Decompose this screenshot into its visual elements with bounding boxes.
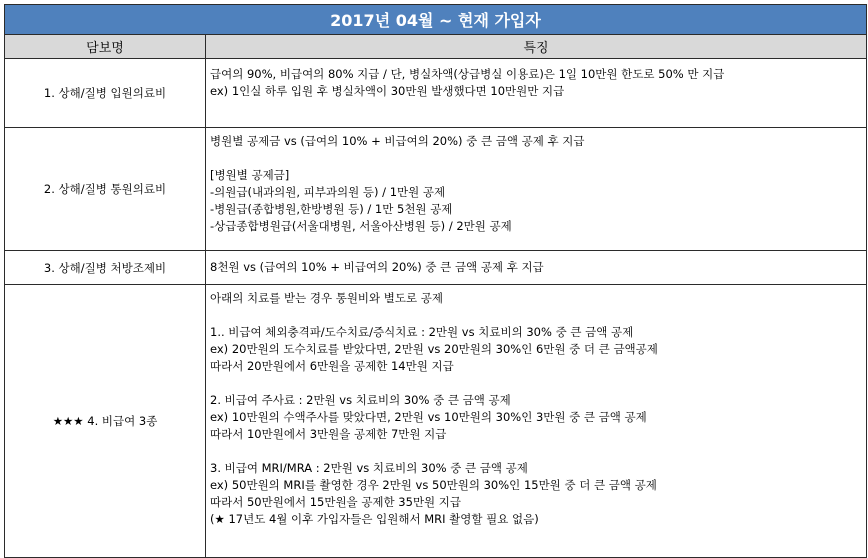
feature-line: [병원별 공제금]: [210, 168, 290, 182]
feature-line: 따라서 20만원에서 6만원을 공제한 14만원 지급: [210, 359, 454, 373]
feature-line: -의원급(내과의원, 피부과의원 등) / 1만원 공제: [210, 185, 446, 199]
feature-line: 따라서 50만원에서 15만원을 공제한 35만원 지급: [210, 495, 462, 509]
feature-line: (★ 17년도 4월 이후 가입자들은 입원해서 MRI 촬영할 필요 없음): [210, 512, 539, 526]
coverage-features: [206, 128, 867, 251]
feature-line: [210, 375, 866, 392]
feature-line: 1.. 비급여 체외충격파/도수치료/증식치료 : 2만원 vs 치료비의 30% 중 큰 금액 공제: [210, 325, 634, 339]
coverage-name: 2. 상해/질병 통원의료비: [5, 128, 206, 251]
table-row: [5, 59, 867, 128]
feature-line: ex) 20만원의 도수치료를 받았다면, 2만원 vs 20만원의 30%인 6만원 중 더 큰 금액공제: [210, 342, 658, 356]
column-header-features: 특징: [206, 35, 867, 59]
feature-line: ex) 10만원의 수액주사를 맞았다면, 2만원 vs 10만원의 30%인 3만원 중 큰 금액 공제: [210, 410, 647, 424]
feature-line: 2. 비급여 주사료 : 2만원 vs 치료비의 30% 중 큰 금액 공제: [210, 393, 511, 407]
table-row: [5, 285, 867, 558]
table-row: [5, 251, 867, 285]
table-title: 2017년 04월 ~ 현재 가입자: [5, 5, 867, 35]
coverage-name: 3. 상해/질병 처방조제비: [5, 251, 206, 285]
feature-line: 아래의 치료를 받는 경우 통원비와 별도로 공제: [210, 291, 444, 305]
coverage-table: [4, 4, 867, 558]
feature-line: [210, 150, 866, 167]
feature-line: 따라서 10만원에서 3만원을 공제한 7만원 지급: [210, 427, 447, 441]
feature-line: ex) 50만원의 MRI를 촬영한 경우 2만원 vs 50만원의 30%인 15만원 중 더 큰 금액 공제: [210, 478, 657, 492]
feature-line: ex) 1인실 하루 입원 후 병실차액이 30만원 발생했다면 10만원만 지급: [210, 84, 565, 98]
feature-line: 병원별 공제금 vs (급여의 10% + 비급여의 20%) 중 큰 금액 공제 후 지급: [210, 134, 585, 148]
coverage-features: [206, 59, 867, 128]
feature-line: 8천원 vs (급여의 10% + 비급여의 20%) 중 큰 금액 공제 후 지급: [210, 260, 544, 274]
feature-line: 급여의 90%, 비급여의 80% 지급 / 단, 병실차액(상급병실 이용료)은 1일 10만원 한도로 50% 만 지급: [210, 67, 725, 81]
coverage-features: [206, 251, 867, 285]
feature-line: -병원급(종합병원,한방병원 등) / 1만 5천원 공제: [210, 202, 453, 216]
feature-line: [210, 307, 866, 324]
table-row: [5, 128, 867, 251]
coverage-name: ★★★ 4. 비급여 3종: [5, 285, 206, 558]
coverage-name: 1. 상해/질병 입원의료비: [5, 59, 206, 128]
column-header-coverage: 담보명: [5, 35, 206, 59]
coverage-features: [206, 285, 867, 558]
feature-line: -상급종합병원급(서울대병원, 서울아산병원 등) / 2만원 공제: [210, 219, 512, 233]
feature-line: 3. 비급여 MRI/MRA : 2만원 vs 치료비의 30% 중 큰 금액 공제: [210, 461, 528, 475]
feature-line: [210, 443, 866, 460]
